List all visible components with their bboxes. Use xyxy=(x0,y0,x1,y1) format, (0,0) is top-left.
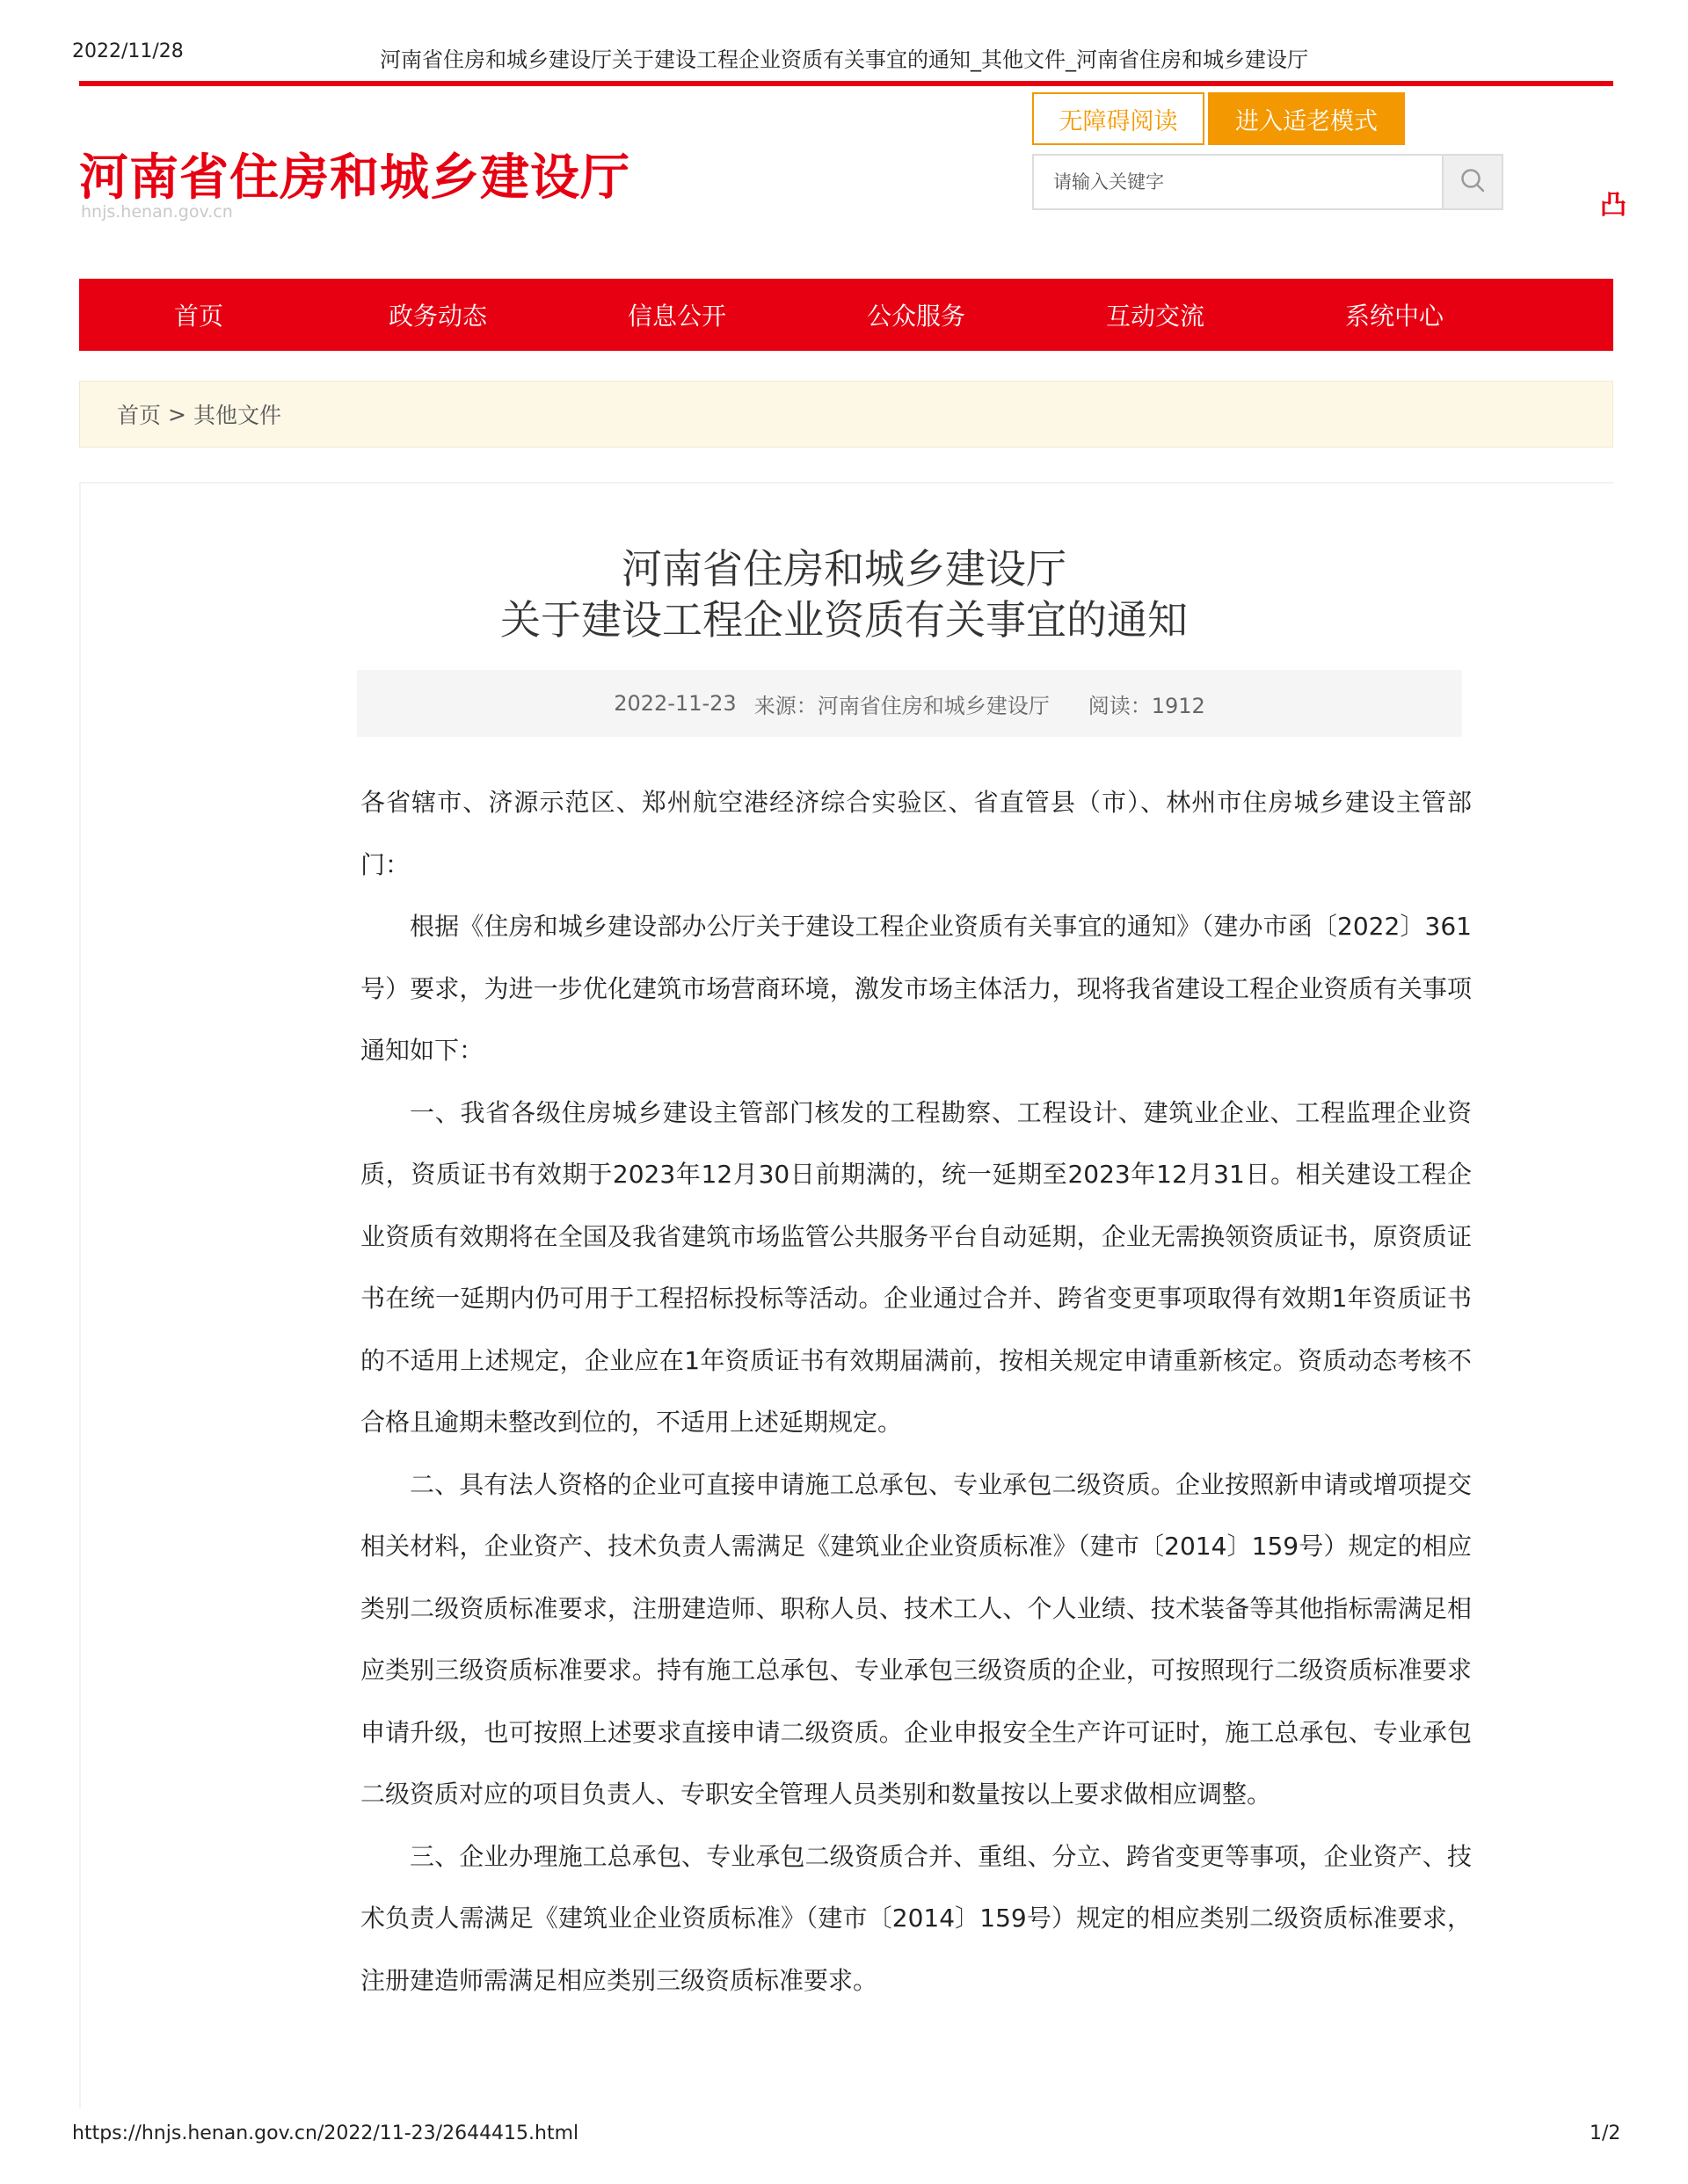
print-page-number: 1/2 xyxy=(1590,2122,1621,2144)
nav-item-interaction[interactable]: 互动交流 xyxy=(1105,302,1204,331)
main-nav xyxy=(79,279,1613,351)
article-paragraph-addressee: 各省辖市、济源示范区、郑州航空港经济综合实验区、省直管县（市）、林州市住房城乡建设主管部门： xyxy=(360,788,1472,879)
site-logo-title[interactable]: 河南省住房和城乡建设厅 xyxy=(79,149,630,207)
nav-item-information-disclosure[interactable]: 信息公开 xyxy=(627,302,726,331)
accessible-reading-button[interactable]: 无障碍阅读 xyxy=(1032,92,1204,145)
article-read-count: 阅读：1912 xyxy=(1088,693,1205,718)
nav-item-public-services[interactable]: 公众服务 xyxy=(866,302,965,331)
site-domain: hnjs.henan.gov.cn xyxy=(81,202,233,222)
breadcrumb-separator: > xyxy=(168,401,186,427)
article-paragraph: 二、具有法人资格的企业可直接申请施工总承包、专业承包二级资质。企业按照新申请或增项提交相关材料，企业资产、技术负责人需满足《建筑业企业资质标准》（建市〔2014〕159号）规定的相应类别二级资质标准要求，注册建造师、职称人员、技术工人、个人业绩、技术装备等其他指标需满足相应类别三级资质标准要求。持有施工总承包、专业承包三级资质的企业，可按照现行二级资质标准要求申请升级，也可按照上述要求直接申请二级资质。企业申报安全生产许可证时，施工总承包、专业承包二级资质对应的项目负责人、专职安全管理人员类别和数量按以上要求做相应调整。 xyxy=(360,1469,1472,1809)
article-frame-left xyxy=(79,482,81,2108)
article-paragraph: 根据《住房和城乡建设部办公厅关于建设工程企业资质有关事宜的通知》（建办市函〔2022〕361号）要求，为进一步优化建筑市场营商环境，激发市场主体活力，现将我省建设工程企业资质有关事项通知如下： xyxy=(360,912,1472,1065)
nav-item-home[interactable]: 首页 xyxy=(173,302,223,331)
search-button[interactable] xyxy=(1442,156,1502,208)
print-footer-url: https://hnjs.henan.gov.cn/2022/11-23/2644415.html xyxy=(72,2122,579,2144)
article-date: 2022-11-23 xyxy=(614,691,737,716)
article-paragraph: 三、企业办理施工总承包、专业承包二级资质合并、重组、分立、跨省变更等事项，企业资产、技术负责人需满足《建筑业企业资质标准》（建市〔2014〕159号）规定的相应类别二级资质标准要求，注册建造师需满足相应类别三级资质标准要求。 xyxy=(360,1841,1472,1995)
print-page-title: 河南省住房和城乡建设厅关于建设工程企业资质有关事宜的通知_其他文件_河南省住房和城乡建设厅 xyxy=(380,47,1308,72)
search-input[interactable] xyxy=(1034,156,1442,208)
nav-item-system-center[interactable]: 系统中心 xyxy=(1344,302,1444,331)
article-frame-top xyxy=(79,482,1613,484)
print-date: 2022/11/28 xyxy=(72,40,184,62)
breadcrumb-current-link[interactable]: 其他文件 xyxy=(193,403,281,428)
search-icon xyxy=(1459,167,1486,197)
article-meta-bar xyxy=(357,670,1462,737)
nav-item-government-news[interactable]: 政务动态 xyxy=(388,302,487,331)
breadcrumb-home-link[interactable]: 首页 xyxy=(117,403,162,428)
article-source: 来源：河南省住房和城乡建设厅 xyxy=(753,693,1050,718)
elder-mode-button[interactable]: 进入适老模式 xyxy=(1208,92,1405,145)
article-title-line-2: 关于建设工程企业资质有关事宜的通知 xyxy=(500,596,1188,644)
search-box xyxy=(1032,154,1503,210)
article-paragraph: 一、我省各级住房城乡建设主管部门核发的工程勘察、工程设计、建筑业企业、工程监理企业资质，资质证书有效期于2023年12月30日前期满的，统一延期至2023年12月31日。相关建设工程企业资质有效期将在全国及我省建筑市场监管公共服务平台自动延期，企业无需换领资质证书，原资质证书在统一延期内仍可用于工程招标投标等活动。企业通过合并、跨省变更事项取得有效期1年资质证书的不适用上述规定，企业应在1年资质证书有效期届满前，按相关规定申请重新核定。资质动态考核不合格且逾期未整改到位的，不适用上述延期规定。 xyxy=(360,1097,1472,1437)
article-title xyxy=(0,543,1688,645)
breadcrumb xyxy=(79,381,1613,448)
article-body xyxy=(360,772,1472,2012)
header-top-rule xyxy=(79,81,1613,86)
article-title-line-1: 河南省住房和城乡建设厅 xyxy=(622,545,1066,593)
edge-partial-icon: 凸 xyxy=(1600,190,1626,221)
